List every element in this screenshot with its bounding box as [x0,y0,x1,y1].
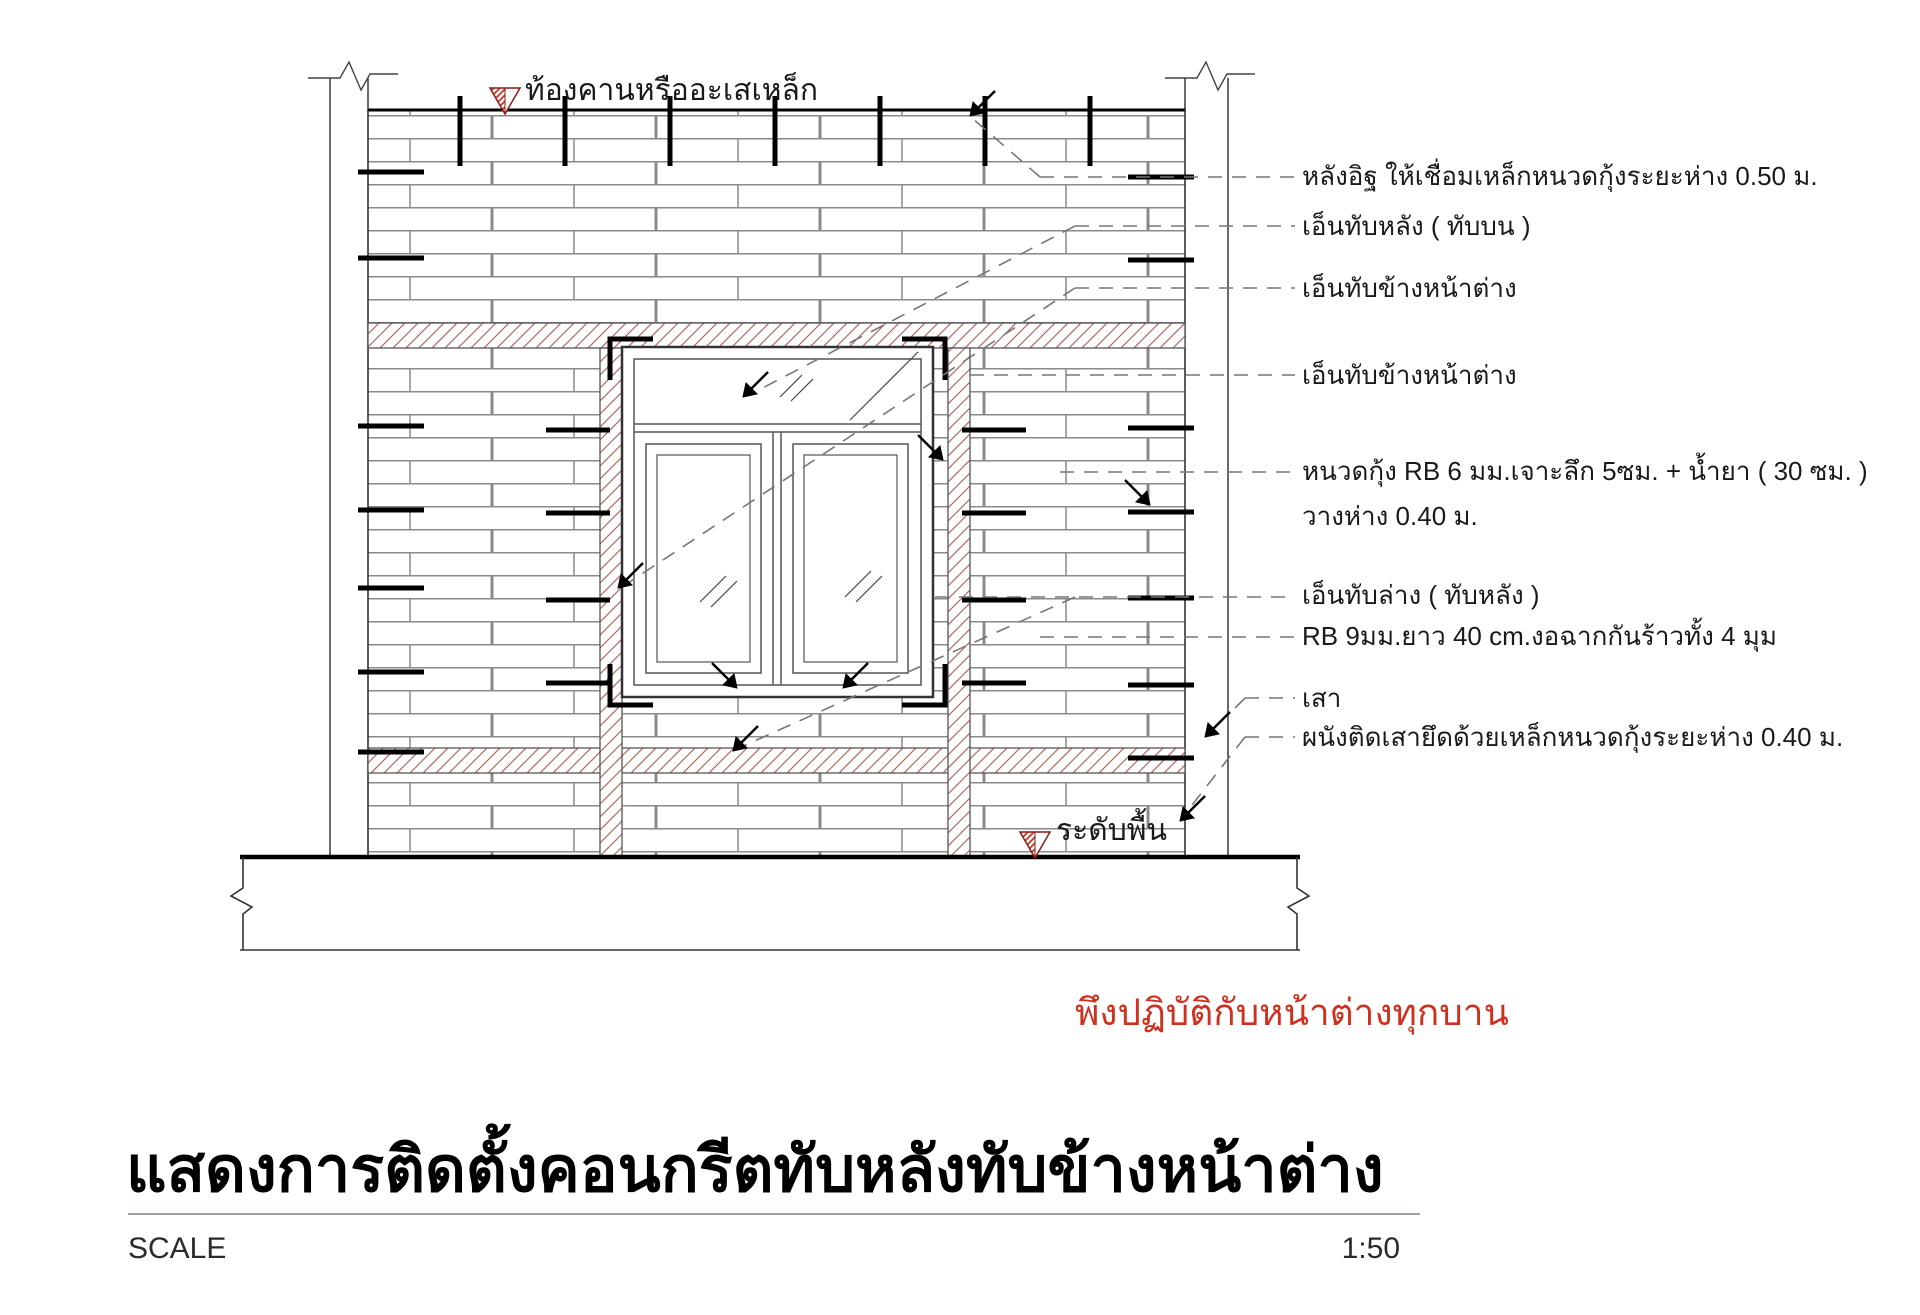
lintel-band [368,323,1185,348]
annotation-wall-to-column: ผนังติดเสายึดด้วยเหล็กหนวดกุ้งระยะห่าง 0.40 ม. [1302,722,1844,752]
annotation-sill-band: เอ็นทับล่าง ( ทับหลัง ) [1302,580,1540,610]
scale-label: SCALE [128,1232,227,1265]
annotation-jamb-1: เอ็นทับข้างหน้าต่าง [1302,273,1517,303]
annotation-whisker-rebar-line2: วางห่าง 0.40 ม. [1302,500,1478,531]
drawing-title: แสดงการติดตั้งคอนกรีตทับหลังทับข้างหน้าต่าง [126,1135,1384,1205]
floor-marker-label: ระดับพื้น [1056,814,1168,847]
sill-band [368,748,1185,773]
annotation-corner-bars: RB 9มม.ยาว 40 cm.งอฉากกันร้าวทั้ง 4 มุม [1302,621,1778,651]
annotation-whisker-rebar-line1: หนวดกุ้ง RB 6 มม.เจาะลึก 5ซม. + น้ำยา ( 30 ซม. ) [1302,456,1868,486]
top-marker-label: ท้องคานหรืออะเสเหล็ก [525,74,819,107]
annotation-lintel-top: เอ็นทับหลัง ( ทับบน ) [1302,211,1531,241]
annotation-column: เสา [1302,683,1342,713]
floor-slab [231,857,1309,950]
scale-value: 1:50 [1341,1232,1400,1265]
annotation-brick-top: หลังอิฐ ให้เชื่อมเหล็กหนวดกุ้งระยะห่าง 0.50 ม. [1302,161,1818,191]
apply-to-all-windows-note: พึงปฏิบัติกับหน้าต่างทุกบาน [1075,992,1509,1033]
title-divider [128,1213,1420,1215]
window [622,347,933,697]
annotation-whisker-rebar [1302,455,1868,532]
annotation-jamb-2: เอ็นทับข้างหน้าต่าง [1302,360,1517,390]
